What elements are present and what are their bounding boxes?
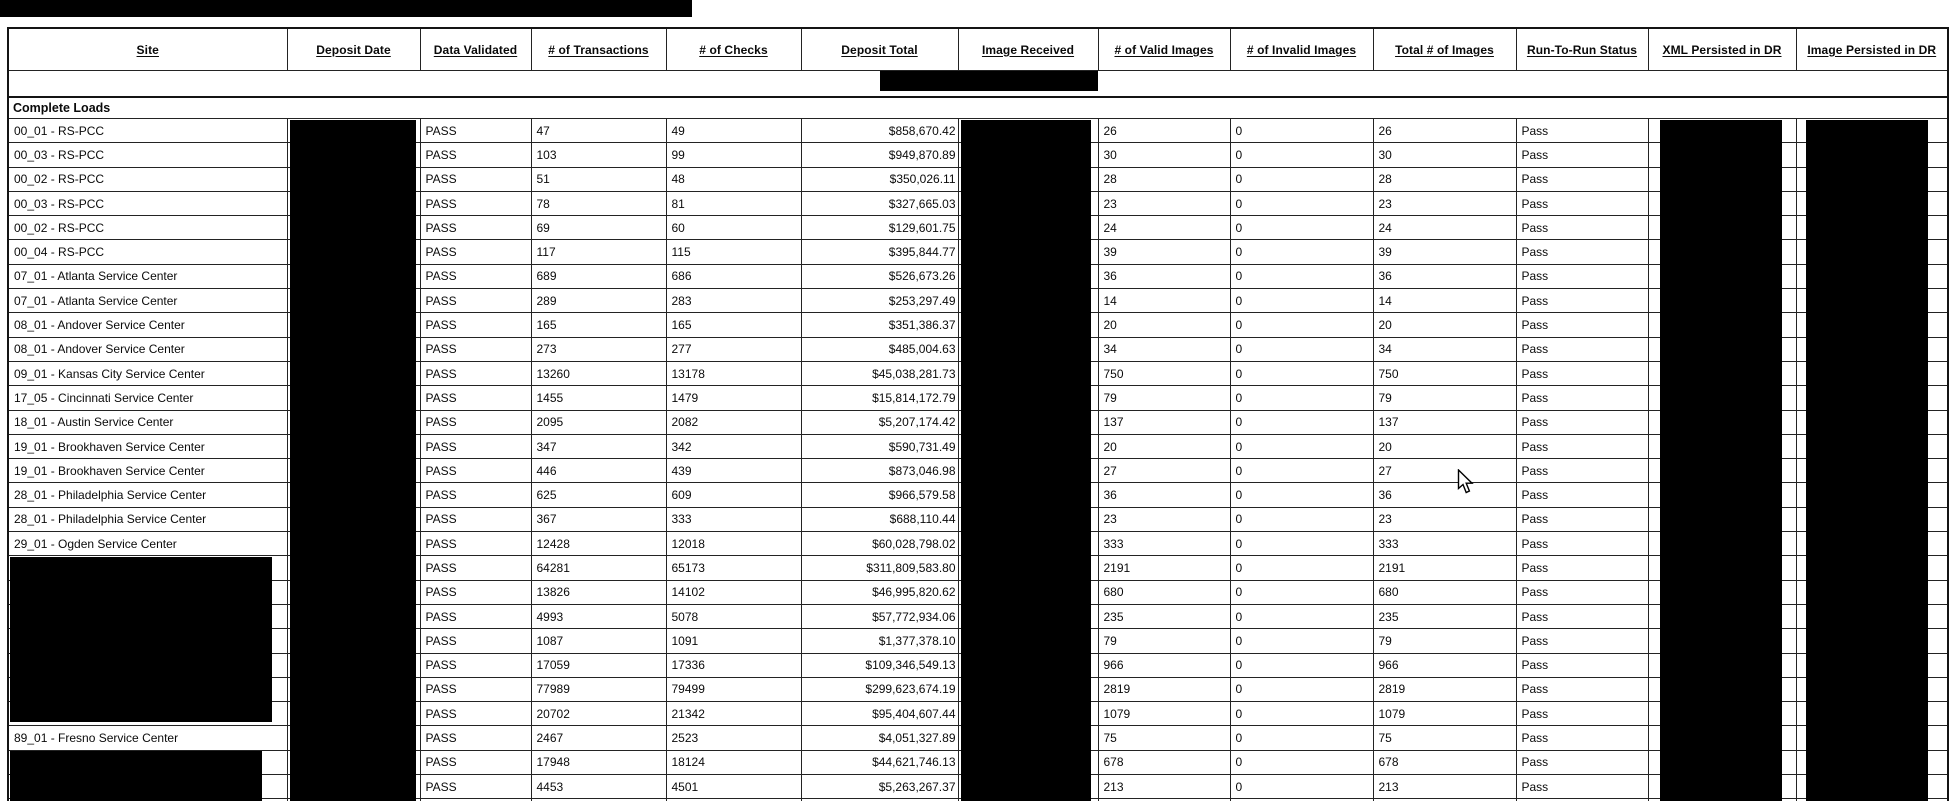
- cell-site: 89_01 - Fresno Service Center: [8, 726, 287, 750]
- cell-transactions: 78: [531, 191, 666, 215]
- cell-checks: 333: [666, 507, 801, 531]
- col-header-label: Run-To-Run Status: [1526, 42, 1638, 57]
- section-row: [8, 97, 1948, 119]
- cell-transactions: 273: [531, 337, 666, 361]
- cell-transactions: 347: [531, 434, 666, 458]
- cell-site: 28_01 - Philadelphia Service Center: [8, 507, 287, 531]
- cell-checks: 4501: [666, 775, 801, 799]
- cell-transactions: 367: [531, 507, 666, 531]
- cell-total-images: 30: [1373, 143, 1516, 167]
- cell-transactions: 17059: [531, 653, 666, 677]
- cell-total-images: 20: [1373, 434, 1516, 458]
- cell-checks: 13178: [666, 361, 801, 385]
- cell-transactions: 446: [531, 459, 666, 483]
- mouse-cursor: [1457, 469, 1475, 495]
- cell-deposit-total: $311,809,583.80: [801, 556, 958, 580]
- cell-valid-images: 966: [1098, 653, 1230, 677]
- cell-invalid-images: 0: [1230, 264, 1373, 288]
- cell-total-images: 26: [1373, 119, 1516, 143]
- cell-transactions: 47: [531, 119, 666, 143]
- col-header-label: Image Persisted in DR: [1807, 42, 1937, 57]
- cell-valid-images: 680: [1098, 580, 1230, 604]
- cell-invalid-images: 0: [1230, 726, 1373, 750]
- cell-data-validated: PASS: [420, 143, 531, 167]
- cell-run-to-run-status: Pass: [1516, 167, 1648, 191]
- col-header-valid-images[interactable]: [1098, 28, 1230, 71]
- cell-invalid-images: 0: [1230, 386, 1373, 410]
- header-row: [8, 28, 1948, 71]
- cell-run-to-run-status: Pass: [1516, 750, 1648, 774]
- cell-total-images: 24: [1373, 216, 1516, 240]
- cell-checks: 283: [666, 289, 801, 313]
- cell-invalid-images: 0: [1230, 289, 1373, 313]
- cell-total-images: 20: [1373, 313, 1516, 337]
- cell-total-images: 235: [1373, 604, 1516, 628]
- cell-checks: 1091: [666, 629, 801, 653]
- cell-site: 19_01 - Brookhaven Service Center: [8, 434, 287, 458]
- cell-run-to-run-status: Pass: [1516, 580, 1648, 604]
- cell-total-images: 79: [1373, 386, 1516, 410]
- cell-deposit-total: $873,046.98: [801, 459, 958, 483]
- cell-valid-images: 23: [1098, 507, 1230, 531]
- cell-invalid-images: 0: [1230, 750, 1373, 774]
- cell-transactions: 4453: [531, 775, 666, 799]
- cell-data-validated: PASS: [420, 240, 531, 264]
- cell-valid-images: 39: [1098, 240, 1230, 264]
- cell-invalid-images: 0: [1230, 653, 1373, 677]
- cell-data-validated: PASS: [420, 532, 531, 556]
- col-header-checks[interactable]: [666, 28, 801, 71]
- cell-run-to-run-status: Pass: [1516, 677, 1648, 701]
- cell-total-images: 750: [1373, 361, 1516, 385]
- cell-site: 19_01 - Brookhaven Service Center: [8, 459, 287, 483]
- cell-checks: 2082: [666, 410, 801, 434]
- cell-deposit-total: $395,844.77: [801, 240, 958, 264]
- cell-site: 00_03 - RS-PCC: [8, 191, 287, 215]
- cell-data-validated: PASS: [420, 750, 531, 774]
- cell-invalid-images: 0: [1230, 240, 1373, 264]
- cell-data-validated: PASS: [420, 459, 531, 483]
- cell-valid-images: 79: [1098, 386, 1230, 410]
- cell-run-to-run-status: Pass: [1516, 483, 1648, 507]
- cell-total-images: 14: [1373, 289, 1516, 313]
- cell-transactions: 17948: [531, 750, 666, 774]
- cell-run-to-run-status: Pass: [1516, 775, 1648, 799]
- col-header-run-to-run-status[interactable]: [1516, 28, 1648, 71]
- cell-checks: 342: [666, 434, 801, 458]
- cell-valid-images: 79: [1098, 629, 1230, 653]
- cell-run-to-run-status: Pass: [1516, 629, 1648, 653]
- cell-data-validated: PASS: [420, 167, 531, 191]
- cell-checks: 49: [666, 119, 801, 143]
- cell-data-validated: PASS: [420, 653, 531, 677]
- cell-valid-images: 2191: [1098, 556, 1230, 580]
- cell-site: 00_04 - RS-PCC: [8, 240, 287, 264]
- cell-site: 07_01 - Atlanta Service Center: [8, 289, 287, 313]
- cell-data-validated: PASS: [420, 313, 531, 337]
- cell-checks: 99: [666, 143, 801, 167]
- cell-data-validated: PASS: [420, 556, 531, 580]
- cell-deposit-total: $46,995,820.62: [801, 580, 958, 604]
- cell-valid-images: 75: [1098, 726, 1230, 750]
- cell-invalid-images: 0: [1230, 459, 1373, 483]
- cell-invalid-images: 0: [1230, 556, 1373, 580]
- cell-site: 08_01 - Andover Service Center: [8, 313, 287, 337]
- cell-site: 09_01 - Kansas City Service Center: [8, 361, 287, 385]
- cell-total-images: 36: [1373, 264, 1516, 288]
- col-header-deposit-total[interactable]: [801, 28, 958, 71]
- cell-checks: 17336: [666, 653, 801, 677]
- col-header-site[interactable]: [8, 28, 287, 71]
- cell-deposit-total: $44,621,746.13: [801, 750, 958, 774]
- cell-site: 29_01 - Ogden Service Center: [8, 532, 287, 556]
- cell-invalid-images: 0: [1230, 629, 1373, 653]
- section-label: Complete Loads: [8, 97, 1948, 119]
- cell-checks: 60: [666, 216, 801, 240]
- cell-data-validated: PASS: [420, 410, 531, 434]
- cell-invalid-images: 0: [1230, 604, 1373, 628]
- cell-total-images: 23: [1373, 191, 1516, 215]
- cell-total-images: 137: [1373, 410, 1516, 434]
- cell-run-to-run-status: Pass: [1516, 410, 1648, 434]
- cell-deposit-total: $327,665.03: [801, 191, 958, 215]
- cell-run-to-run-status: Pass: [1516, 604, 1648, 628]
- cell-transactions: 1087: [531, 629, 666, 653]
- cell-run-to-run-status: Pass: [1516, 434, 1648, 458]
- cell-invalid-images: 0: [1230, 775, 1373, 799]
- cell-data-validated: PASS: [420, 434, 531, 458]
- cell-invalid-images: 0: [1230, 434, 1373, 458]
- cell-transactions: 103: [531, 143, 666, 167]
- col-header-label: # of Checks: [699, 42, 768, 57]
- col-header-xml-persisted[interactable]: [1648, 28, 1796, 71]
- col-header-label: Deposit Date: [316, 42, 391, 57]
- cell-deposit-total: $1,377,378.10: [801, 629, 958, 653]
- cell-data-validated: PASS: [420, 191, 531, 215]
- cell-valid-images: 34: [1098, 337, 1230, 361]
- redaction-image-received-column: [961, 120, 1091, 801]
- redaction-xml-persisted-column: [1660, 120, 1782, 801]
- cell-run-to-run-status: Pass: [1516, 532, 1648, 556]
- cell-transactions: 625: [531, 483, 666, 507]
- cell-data-validated: PASS: [420, 702, 531, 726]
- redaction-site-block-upper: [10, 557, 272, 722]
- cell-valid-images: 24: [1098, 216, 1230, 240]
- cell-run-to-run-status: Pass: [1516, 361, 1648, 385]
- cell-run-to-run-status: Pass: [1516, 119, 1648, 143]
- cell-checks: 2523: [666, 726, 801, 750]
- cell-checks: 79499: [666, 677, 801, 701]
- cell-checks: 115: [666, 240, 801, 264]
- cell-transactions: 13826: [531, 580, 666, 604]
- cell-total-images: 213: [1373, 775, 1516, 799]
- col-header-label: # of Transactions: [548, 42, 649, 57]
- cell-deposit-total: $109,346,549.13: [801, 653, 958, 677]
- cell-checks: 5078: [666, 604, 801, 628]
- redaction-image-persisted-column: [1806, 120, 1928, 801]
- cell-deposit-total: $253,297.49: [801, 289, 958, 313]
- cell-invalid-images: 0: [1230, 483, 1373, 507]
- cell-total-images: 23: [1373, 507, 1516, 531]
- cell-valid-images: 235: [1098, 604, 1230, 628]
- cell-run-to-run-status: Pass: [1516, 386, 1648, 410]
- cell-checks: 81: [666, 191, 801, 215]
- cell-data-validated: PASS: [420, 580, 531, 604]
- cell-site: 00_01 - RS-PCC: [8, 119, 287, 143]
- cell-transactions: 289: [531, 289, 666, 313]
- cell-valid-images: 1079: [1098, 702, 1230, 726]
- cell-data-validated: PASS: [420, 726, 531, 750]
- cell-checks: 65173: [666, 556, 801, 580]
- cell-deposit-total: $4,051,327.89: [801, 726, 958, 750]
- col-header-label: Total # of Images: [1395, 42, 1494, 57]
- cell-checks: 165: [666, 313, 801, 337]
- cell-run-to-run-status: Pass: [1516, 726, 1648, 750]
- cell-data-validated: PASS: [420, 289, 531, 313]
- cell-data-validated: PASS: [420, 604, 531, 628]
- cell-data-validated: PASS: [420, 677, 531, 701]
- cell-total-images: 2819: [1373, 677, 1516, 701]
- cell-valid-images: 14: [1098, 289, 1230, 313]
- col-header-label: Data Validated: [433, 42, 518, 57]
- cell-run-to-run-status: Pass: [1516, 337, 1648, 361]
- cell-run-to-run-status: Pass: [1516, 459, 1648, 483]
- cell-checks: 12018: [666, 532, 801, 556]
- cell-transactions: 64281: [531, 556, 666, 580]
- cell-total-images: 75: [1373, 726, 1516, 750]
- cell-checks: 48: [666, 167, 801, 191]
- cell-deposit-total: $57,772,934.06: [801, 604, 958, 628]
- cell-invalid-images: 0: [1230, 361, 1373, 385]
- cell-transactions: 689: [531, 264, 666, 288]
- cell-run-to-run-status: Pass: [1516, 289, 1648, 313]
- cell-valid-images: 213: [1098, 775, 1230, 799]
- cell-invalid-images: 0: [1230, 507, 1373, 531]
- cell-run-to-run-status: Pass: [1516, 264, 1648, 288]
- cell-deposit-total: $60,028,798.02: [801, 532, 958, 556]
- cell-total-images: 28: [1373, 167, 1516, 191]
- cell-deposit-total: $966,579.58: [801, 483, 958, 507]
- cell-site: 28_01 - Philadelphia Service Center: [8, 483, 287, 507]
- cell-valid-images: 36: [1098, 483, 1230, 507]
- cell-checks: 686: [666, 264, 801, 288]
- cell-site: 18_01 - Austin Service Center: [8, 410, 287, 434]
- col-header-label: # of Invalid Images: [1246, 42, 1357, 57]
- cell-total-images: 333: [1373, 532, 1516, 556]
- cell-transactions: 2467: [531, 726, 666, 750]
- cell-invalid-images: 0: [1230, 702, 1373, 726]
- cell-total-images: 1079: [1373, 702, 1516, 726]
- cell-run-to-run-status: Pass: [1516, 702, 1648, 726]
- cell-valid-images: 30: [1098, 143, 1230, 167]
- cell-invalid-images: 0: [1230, 532, 1373, 556]
- col-header-label: Site: [136, 42, 159, 57]
- col-header-invalid-images[interactable]: [1230, 28, 1373, 71]
- cell-valid-images: 137: [1098, 410, 1230, 434]
- cell-transactions: 4993: [531, 604, 666, 628]
- cell-valid-images: 36: [1098, 264, 1230, 288]
- cell-checks: 14102: [666, 580, 801, 604]
- cell-invalid-images: 0: [1230, 337, 1373, 361]
- cell-invalid-images: 0: [1230, 677, 1373, 701]
- cell-run-to-run-status: Pass: [1516, 556, 1648, 580]
- cell-data-validated: PASS: [420, 629, 531, 653]
- cell-run-to-run-status: Pass: [1516, 143, 1648, 167]
- cell-transactions: 2095: [531, 410, 666, 434]
- cell-data-validated: PASS: [420, 507, 531, 531]
- cell-total-images: 680: [1373, 580, 1516, 604]
- cell-transactions: 117: [531, 240, 666, 264]
- cell-invalid-images: 0: [1230, 167, 1373, 191]
- cell-invalid-images: 0: [1230, 216, 1373, 240]
- cell-invalid-images: 0: [1230, 580, 1373, 604]
- cell-transactions: 13260: [531, 361, 666, 385]
- col-header-label: XML Persisted in DR: [1662, 42, 1782, 57]
- cell-total-images: 27: [1373, 459, 1516, 483]
- cell-invalid-images: 0: [1230, 143, 1373, 167]
- cell-data-validated: PASS: [420, 483, 531, 507]
- cell-valid-images: 26: [1098, 119, 1230, 143]
- cell-valid-images: 333: [1098, 532, 1230, 556]
- cell-checks: 1479: [666, 386, 801, 410]
- cell-checks: 277: [666, 337, 801, 361]
- cell-deposit-total: $129,601.75: [801, 216, 958, 240]
- cell-deposit-total: $95,404,607.44: [801, 702, 958, 726]
- cell-valid-images: 27: [1098, 459, 1230, 483]
- cell-valid-images: 678: [1098, 750, 1230, 774]
- cell-invalid-images: 0: [1230, 313, 1373, 337]
- col-header-deposit-date[interactable]: [287, 28, 420, 71]
- redaction-site-block-lower: [10, 751, 262, 801]
- cell-deposit-total: $5,207,174.42: [801, 410, 958, 434]
- cell-data-validated: PASS: [420, 361, 531, 385]
- cell-data-validated: PASS: [420, 119, 531, 143]
- redaction-deposit-date-column: [290, 120, 416, 801]
- cell-checks: 21342: [666, 702, 801, 726]
- cell-data-validated: PASS: [420, 216, 531, 240]
- cell-deposit-total: $590,731.49: [801, 434, 958, 458]
- cell-transactions: 77989: [531, 677, 666, 701]
- cell-deposit-total: $351,386.37: [801, 313, 958, 337]
- cell-run-to-run-status: Pass: [1516, 240, 1648, 264]
- cell-deposit-total: $15,814,172.79: [801, 386, 958, 410]
- cell-checks: 609: [666, 483, 801, 507]
- cell-data-validated: PASS: [420, 386, 531, 410]
- cell-deposit-total: $949,870.89: [801, 143, 958, 167]
- cell-total-images: 966: [1373, 653, 1516, 677]
- cell-site: 07_01 - Atlanta Service Center: [8, 264, 287, 288]
- cell-valid-images: 20: [1098, 313, 1230, 337]
- col-header-image-received[interactable]: [958, 28, 1098, 71]
- cell-run-to-run-status: Pass: [1516, 216, 1648, 240]
- cell-transactions: 51: [531, 167, 666, 191]
- cell-run-to-run-status: Pass: [1516, 507, 1648, 531]
- cell-valid-images: 2819: [1098, 677, 1230, 701]
- col-header-data-validated[interactable]: [420, 28, 531, 71]
- col-header-label: # of Valid Images: [1114, 42, 1214, 57]
- cell-transactions: 12428: [531, 532, 666, 556]
- col-header-label: Image Received: [981, 42, 1075, 57]
- cell-total-images: 2191: [1373, 556, 1516, 580]
- cell-deposit-total: $526,673.26: [801, 264, 958, 288]
- cell-invalid-images: 0: [1230, 191, 1373, 215]
- cell-deposit-total: $5,263,267.37: [801, 775, 958, 799]
- col-header-total-images[interactable]: [1373, 28, 1516, 71]
- cell-site: 00_02 - RS-PCC: [8, 216, 287, 240]
- cell-deposit-total: $485,004.63: [801, 337, 958, 361]
- cell-data-validated: PASS: [420, 775, 531, 799]
- redaction-under-header-strip: [880, 71, 1098, 91]
- redaction-report-title-bar: [0, 0, 692, 17]
- col-header-label: Deposit Total: [841, 42, 918, 57]
- cell-deposit-total: $299,623,674.19: [801, 677, 958, 701]
- cell-invalid-images: 0: [1230, 119, 1373, 143]
- cell-total-images: 36: [1373, 483, 1516, 507]
- cell-valid-images: 28: [1098, 167, 1230, 191]
- cell-total-images: 39: [1373, 240, 1516, 264]
- cell-data-validated: PASS: [420, 264, 531, 288]
- cell-valid-images: 20: [1098, 434, 1230, 458]
- cell-invalid-images: 0: [1230, 410, 1373, 434]
- cell-checks: 439: [666, 459, 801, 483]
- cell-run-to-run-status: Pass: [1516, 653, 1648, 677]
- cell-transactions: 20702: [531, 702, 666, 726]
- cell-site: 00_03 - RS-PCC: [8, 143, 287, 167]
- cell-valid-images: 23: [1098, 191, 1230, 215]
- cell-data-validated: PASS: [420, 337, 531, 361]
- cell-valid-images: 750: [1098, 361, 1230, 385]
- cell-transactions: 165: [531, 313, 666, 337]
- cell-deposit-total: $350,026.11: [801, 167, 958, 191]
- cell-site: 08_01 - Andover Service Center: [8, 337, 287, 361]
- col-header-image-persisted[interactable]: [1796, 28, 1948, 71]
- cell-deposit-total: $858,670.42: [801, 119, 958, 143]
- cell-deposit-total: $45,038,281.73: [801, 361, 958, 385]
- cell-run-to-run-status: Pass: [1516, 191, 1648, 215]
- cell-deposit-total: $688,110.44: [801, 507, 958, 531]
- cell-total-images: 678: [1373, 750, 1516, 774]
- cell-total-images: 79: [1373, 629, 1516, 653]
- cell-transactions: 69: [531, 216, 666, 240]
- col-header-transactions[interactable]: [531, 28, 666, 71]
- cell-transactions: 1455: [531, 386, 666, 410]
- cell-checks: 18124: [666, 750, 801, 774]
- cell-run-to-run-status: Pass: [1516, 313, 1648, 337]
- cell-site: 00_02 - RS-PCC: [8, 167, 287, 191]
- cell-total-images: 34: [1373, 337, 1516, 361]
- cell-site: 17_05 - Cincinnati Service Center: [8, 386, 287, 410]
